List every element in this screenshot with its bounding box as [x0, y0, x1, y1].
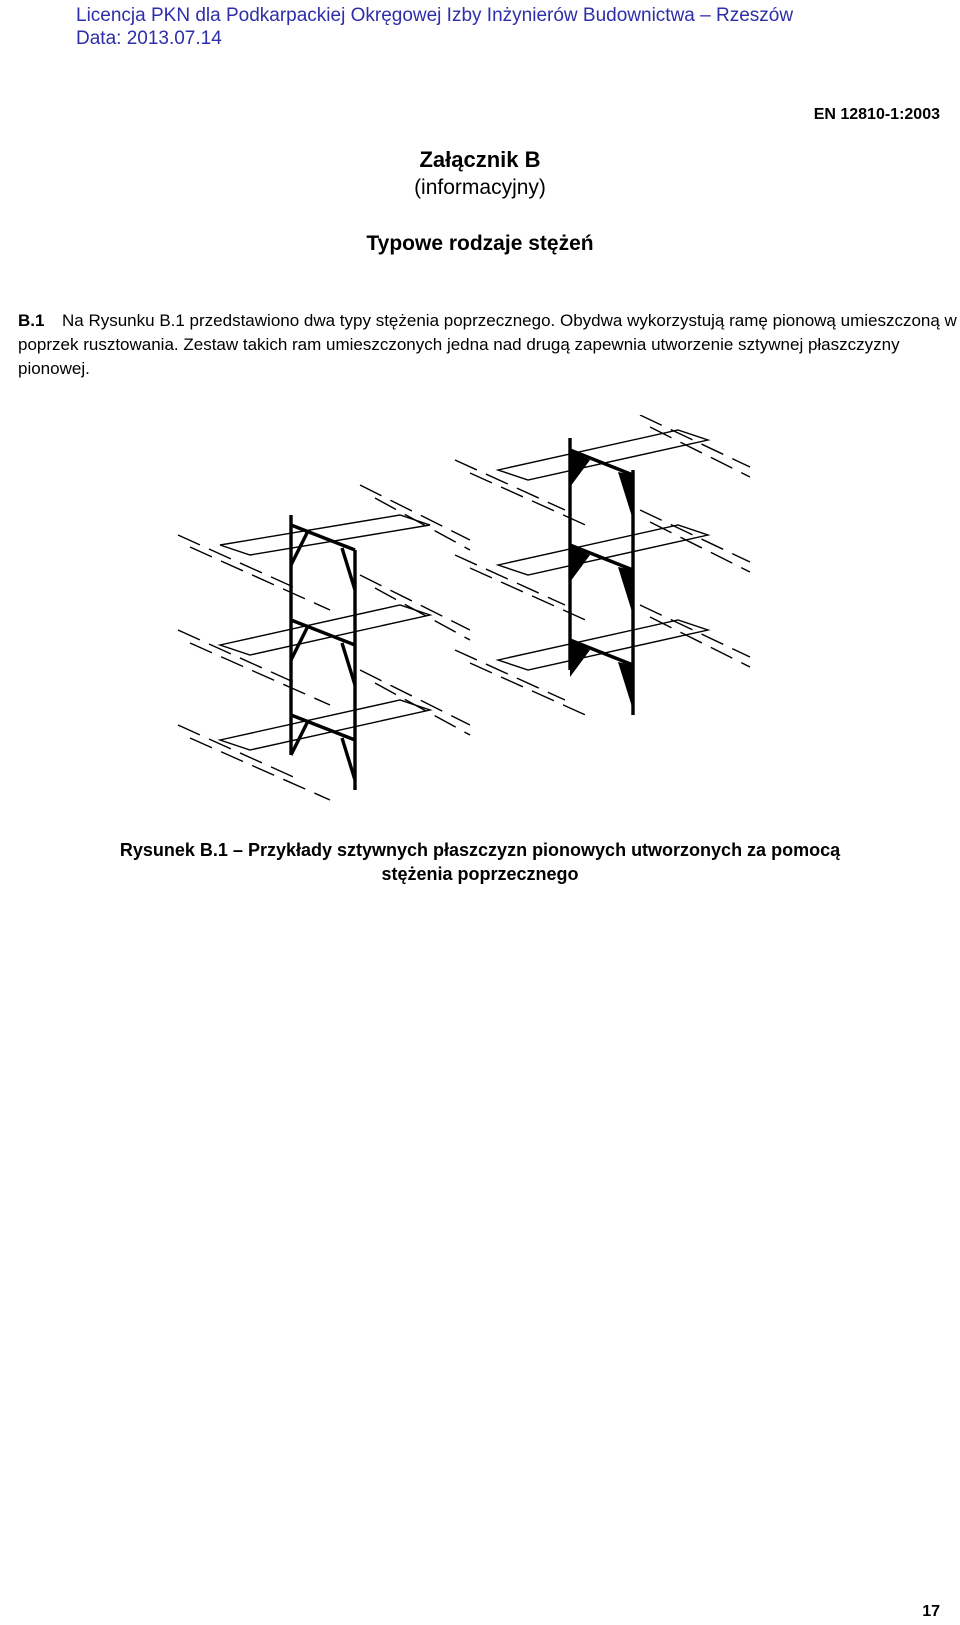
deck-platform [178, 670, 470, 800]
standard-id: EN 12810-1:2003 [813, 106, 940, 123]
annex-title: Załącznik B [419, 147, 541, 172]
date-line: Data: 2013.07.14 [76, 28, 222, 49]
paragraph-number: B.1 [18, 311, 45, 330]
deck-platform [455, 510, 750, 622]
bracing-figure [170, 415, 790, 825]
license-line: Licencja PKN dla Podkarpackiej Okręgowej Izby Inżynierów Budownictwa – Rzeszów [76, 5, 794, 26]
gusset-plates [570, 450, 633, 710]
caption-line-1: Rysunek B.1 – Przykłady sztywnych płaszczyzn pionowych utworzonych za pomocą [119, 840, 841, 860]
right-frame-assembly [455, 415, 750, 717]
figure-caption [0, 838, 960, 886]
caption-line-2: stężenia poprzecznego [381, 864, 579, 884]
annex-heading: Typowe rodzaje stężeń [366, 232, 594, 255]
deck-platform [178, 485, 470, 610]
annex-title-block [0, 146, 960, 202]
paragraph-b1 [18, 309, 958, 381]
page-number: 17 [922, 1603, 940, 1620]
deck-platform [455, 415, 750, 527]
deck-platform [455, 605, 750, 717]
license-header [76, 4, 793, 50]
annex-subtitle: (informacyjny) [414, 176, 546, 199]
frame-posts-and-braces [291, 515, 355, 790]
deck-platform [178, 575, 470, 705]
left-frame-assembly [178, 485, 470, 800]
paragraph-text: Na Rysunku B.1 przedstawiono dwa typy stężenia poprzecznego. Obydwa wykorzystują ramę pionową umieszczoną w poprzek rusztowania. Zestaw takich ram umieszczonych jedna nad drugą zapewnia utworzenie sztywnej płaszczyzny pionowej. [18, 311, 957, 378]
